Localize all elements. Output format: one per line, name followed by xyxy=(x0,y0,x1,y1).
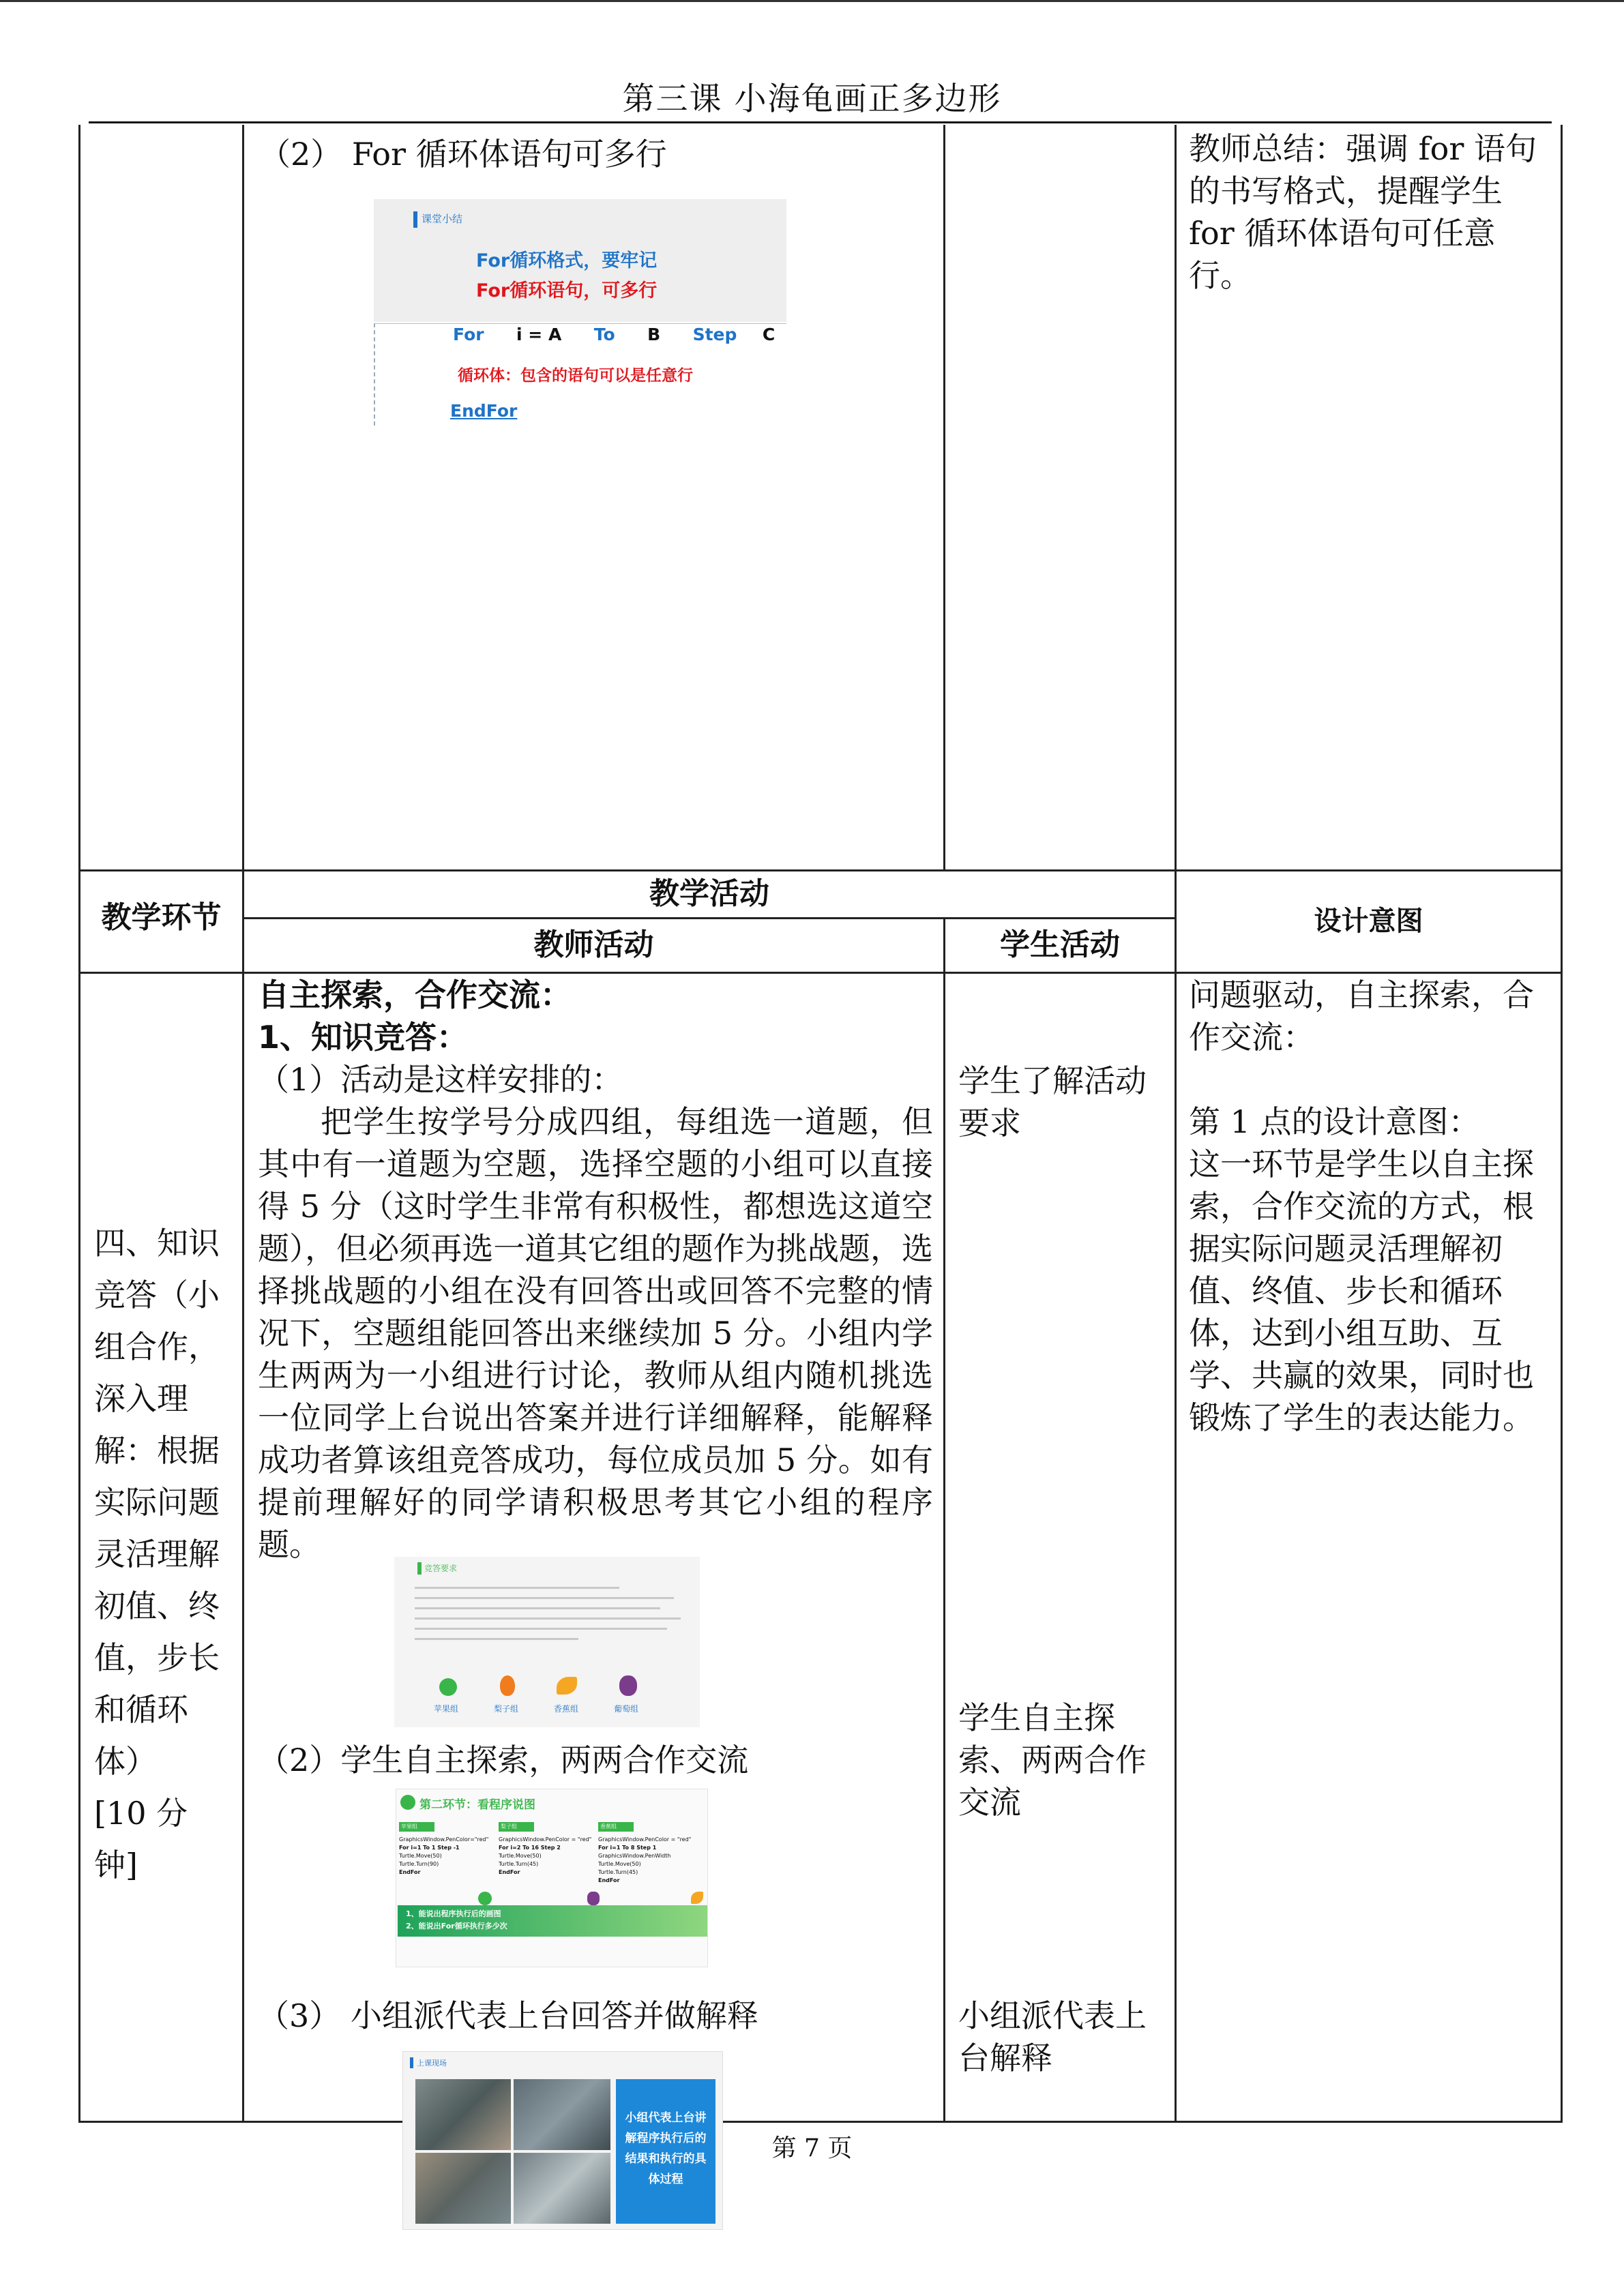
slide3-tag: 上课现场 xyxy=(417,2059,447,2068)
quiz-title: 1、知识竞答： xyxy=(258,1019,469,1056)
page-number: 第 7 页 xyxy=(771,2134,853,2162)
group-banana: 香蕉组 xyxy=(554,1704,579,1714)
intent-line-1: 问题驱动，自主探索，合作交流： xyxy=(1189,976,1534,1056)
student-activity-3: 小组派代表上台解释 xyxy=(958,1997,1147,2076)
stage-label: 四、知识竞答（小组合作，深入理解：根据实际问题灵活理解初值、终值，步长和循环体） xyxy=(94,1225,220,1780)
question-1: 1、能说出程序执行后的画图 xyxy=(406,1909,501,1918)
header-teacher: 教师活动 xyxy=(533,927,654,962)
code-line: For i=1 To 8 Step 1 xyxy=(598,1845,657,1851)
code-line: Turtle.Turn(90) xyxy=(399,1861,439,1867)
code-line: Turtle.Turn(45) xyxy=(598,1869,638,1875)
for-loop-slide xyxy=(374,199,786,431)
section-title: 自主探索，合作交流： xyxy=(258,976,572,1013)
code-line: Turtle.Move(50) xyxy=(499,1853,542,1859)
grape-icon xyxy=(619,1675,637,1696)
slide1-tag-marker xyxy=(417,1562,422,1575)
grape-icon xyxy=(587,1892,600,1905)
intent-spacer xyxy=(1189,1058,1554,1101)
code-line: GraphicsWindow.PenColor="red" xyxy=(399,1836,489,1843)
for-loop-item: （2） For 循环体语句可多行 xyxy=(259,136,667,173)
code-tag-apple: 苹果组 xyxy=(399,1822,434,1832)
code-line: Turtle.Turn(45) xyxy=(499,1861,539,1867)
slide3-tag-marker xyxy=(410,2057,413,2068)
code-line: GraphicsWindow.PenWidth xyxy=(598,1853,671,1859)
rule-line xyxy=(415,1597,674,1599)
stage-cell xyxy=(94,1217,231,1891)
slide1-tag: 竞答要求 xyxy=(424,1564,458,1573)
activity-item-2-cell xyxy=(258,1739,933,1781)
kw-step: Step xyxy=(692,325,737,344)
slide1-rules xyxy=(408,1583,688,1648)
main-intent-cell xyxy=(1189,974,1554,1439)
code-line: GraphicsWindow.PenColor = "red" xyxy=(499,1836,592,1843)
for-syntax-line xyxy=(453,325,775,344)
kw-b: B xyxy=(647,325,661,344)
slide2-question-bar xyxy=(398,1905,707,1937)
slide3-caption: 小组代表上台讲解程序执行后的结果和执行的具体过程 xyxy=(616,2079,715,2224)
slide-tag-marker xyxy=(413,211,417,228)
program-slide xyxy=(396,1789,708,1967)
teacher-activity-cell xyxy=(258,974,933,1564)
page-top-border xyxy=(0,0,1624,2)
activity-item-2: （2）学生自主探索，两两合作交流 xyxy=(258,1742,749,1778)
banana-icon xyxy=(691,1892,703,1904)
activity-item-1: （1）活动是这样安排的： xyxy=(258,1061,623,1098)
slide-line-2: For循环语句，可多行 xyxy=(476,280,658,301)
kw-var: i = A xyxy=(516,325,562,344)
pear-icon xyxy=(500,1675,515,1696)
code-line: Turtle.Move(50) xyxy=(399,1853,442,1859)
student-activity-1: 学生了解活动要求 xyxy=(958,1062,1147,1142)
rule-line xyxy=(415,1628,667,1630)
apple-icon xyxy=(478,1892,492,1905)
teacher-summary: 教师总结：强调 for 语句的书写格式，提醒学生 for 循环体语句可任意行。 xyxy=(1189,130,1537,294)
code-line: For i=2 To 16 Step 2 xyxy=(499,1845,561,1851)
code-line: For i=1 To 1 Step -1 xyxy=(399,1845,460,1851)
slide-line-1: For循环格式，要牢记 xyxy=(476,250,658,271)
header-student: 学生活动 xyxy=(1000,927,1120,962)
activity-item-3: （3） 小组派代表上台回答并做解释 xyxy=(258,1997,758,2034)
code-block-pear xyxy=(499,1822,594,1877)
header-stage: 教学环节 xyxy=(101,900,222,935)
rule-line xyxy=(415,1638,578,1640)
apple-icon xyxy=(439,1678,457,1696)
slide2-badge-icon xyxy=(400,1795,415,1810)
kw-endfor: EndFor xyxy=(450,401,518,421)
code-line: GraphicsWindow.PenColor = "red" xyxy=(598,1836,692,1843)
page-header-title: 第三课 小海龟画正多边形 xyxy=(622,80,1002,118)
kw-for: For xyxy=(453,325,484,344)
code-line: Turtle.Move(50) xyxy=(598,1861,641,1867)
rule-line xyxy=(415,1607,660,1609)
quiz-rules-slide xyxy=(394,1557,700,1727)
group-pear: 梨子组 xyxy=(494,1704,519,1714)
intent-line-3: 这一环节是学生以自主探索，合作交流的方式，根据实际问题灵活理解初值、终值、步长和循环体，达到小组互助、互学、共赢的效果，同时也锻炼了学生的表达能力。 xyxy=(1189,1146,1534,1436)
group-grape: 葡萄组 xyxy=(614,1704,639,1714)
slide-tag: 课堂小结 xyxy=(422,213,463,225)
header-intent: 设计意图 xyxy=(1314,906,1423,937)
activity-paragraph: 把学生按学号分成四组，每组选一道题，但其中有一道题为空题，选择空题的小组可以直接得 5 分（这时学生非常有积极性，都想选这道空题），但必须再选一道其它组的题作为挑战题，选择挑战题的小组在没有回答出或回答不完整的情况下，空题组能回答出来继续加 5 分。小组内学生两两为一小组进行讨论，教师从组内随机挑选一位同学上台说出答案并进行详细解释，能解释成功者算该组竞答成功，每位成员加 5 分。如有提前理解好的同学请积极思考其它小组的程序题。 xyxy=(258,1103,933,1563)
kw-c: C xyxy=(762,325,776,344)
kw-to: To xyxy=(593,325,615,344)
stage-duration: [10 分钟] xyxy=(94,1795,188,1883)
intent-line-2: 第 1 点的设计意图： xyxy=(1189,1103,1480,1140)
code-block-apple xyxy=(399,1822,494,1877)
slide2-title: 第二环节：看程序说图 xyxy=(419,1798,535,1812)
code-tag-pear: 梨子组 xyxy=(499,1822,534,1832)
code-line: EndFor xyxy=(499,1869,520,1875)
top-intent-cell xyxy=(1189,128,1554,297)
header-activity: 教学活动 xyxy=(649,876,769,911)
question-2: 2、能说出For循环执行多少次 xyxy=(406,1922,507,1930)
code-block-banana xyxy=(598,1822,700,1885)
code-line: EndFor xyxy=(598,1877,620,1883)
loop-body-note: 循环体：包含的语句可以是任意行 xyxy=(458,367,693,385)
code-tag-banana: 香蕉组 xyxy=(598,1822,634,1832)
activity-item-3-cell xyxy=(258,1995,933,2037)
student-activity-2: 学生自主探索、两两合作交流 xyxy=(958,1699,1147,1821)
header-rule xyxy=(89,121,1552,123)
group-apple: 苹果组 xyxy=(434,1704,459,1714)
rule-line xyxy=(415,1617,681,1620)
slide-rule xyxy=(374,323,786,324)
rule-line xyxy=(415,1587,619,1589)
top-activity-cell xyxy=(259,133,934,175)
banana-icon xyxy=(557,1677,577,1695)
slide-divider xyxy=(374,323,375,426)
code-line: EndFor xyxy=(399,1869,421,1875)
